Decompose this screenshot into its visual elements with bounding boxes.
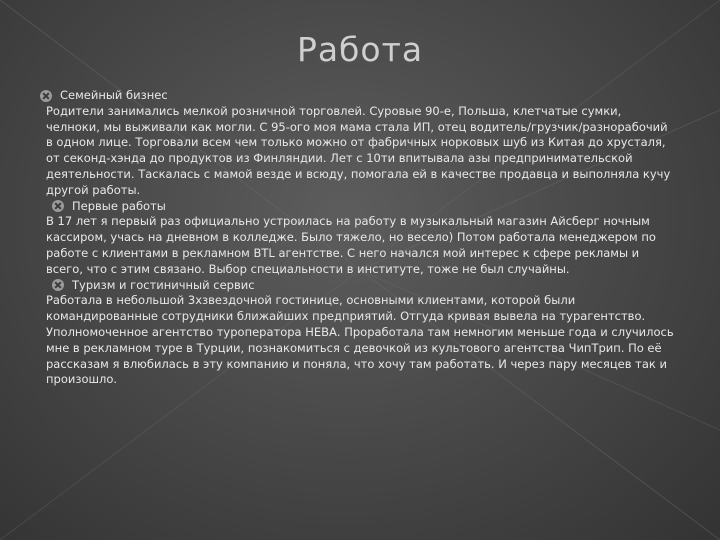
section-text: Работала в небольшой 3хзвездочной гостинице, основными клиентами, которой были командированные сотрудники ближайших предприятий. Отгуда кривая вывела на турагентство. Уполномоченное агентство туроператора НЕВА. Проработала там немногим меньше года и случилось мне в рекламном туре в Турции, познакомиться с девочкой из культового агентства ЧипТрип. По её рассказам я влюбилась в эту компанию и поняла, что хочу там работать. И через пару месяцев так и произошло. [46,293,674,387]
bullet-icon [52,279,64,291]
section-text: Родители занимались мелкой розничной торговлей. Суровые 90-е, Польша, клетчатые сумки, челноки, мы выживали как могли. С 95-ого моя мама стала ИП, отец водитель/грузчик/разнорабочий в одном лице. Торговали всем чем только можно от фабричных норковых шуб из Китая до хрусталя, от секонд-хэнда до продуктов из Финляндии. Лет с 10ти впитывала азы предпринимательской деятельности. Таскалась с мамой везде и всюду, помогала ей в качестве продавца и выполняла кучу другой работы. [46,103,671,197]
section-heading: Туризм и гостиничный сервис [72,277,255,292]
slide-content [46,88,676,388]
bullet-icon [52,200,64,212]
bullet-first-jobs [46,199,676,215]
slide-title: Работа [296,30,424,69]
section-text: В 17 лет я первый раз официально устроилась на работу в музыкальный магазин Айсберг ночным кассиром, учась на дневном в колледже. Было тяжело, но весело) Потом работала менеджером по работе с клиентами в рекламном BTL агентстве. С него начался мой интерес к сфере рекламы и всего, что с этим связано. Выбор специальности в институте, тоже не был случайны. [46,214,656,276]
section-heading: Первые работы [72,198,166,213]
bullet-tourism [46,278,676,294]
bullet-icon [40,90,52,102]
bullet-family-business [46,88,676,104]
section-heading: Семейный бизнес [60,88,168,102]
